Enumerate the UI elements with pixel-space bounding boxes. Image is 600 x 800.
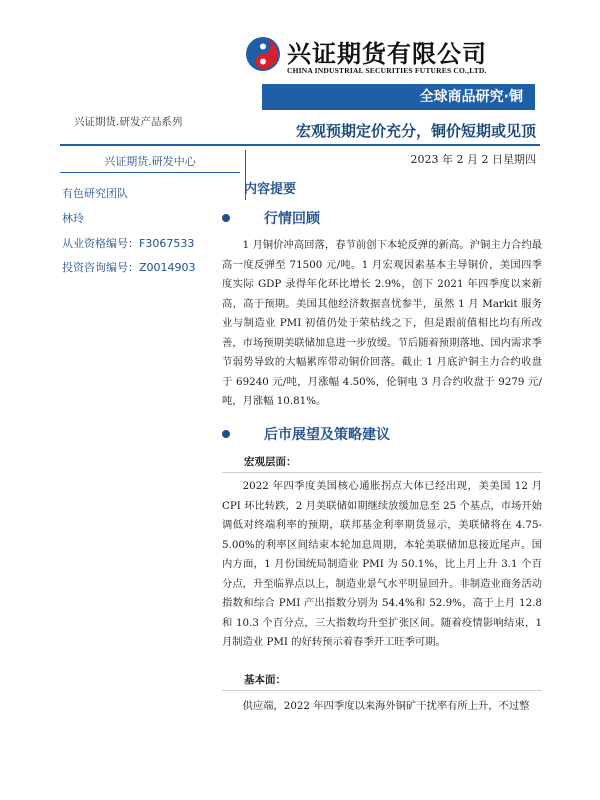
company-name-cn: 兴证期货有限公司 [287,40,487,68]
sidebar-consult: 投资咨询编号：Z0014903 [62,261,196,274]
bullet-icon [222,214,230,222]
sidebar-license: 从业资格编号：F3067533 [62,237,195,250]
category-banner: 全球商品研究·铜 [262,84,535,110]
sidebar-author: 林玲 [62,212,84,225]
summary-title: 内容提要 [244,182,297,197]
report-date: 2023 年 2 月 2 日星期四 [410,153,536,166]
macro-paragraph: 2022 年四季度美国核心通胀拐点大体已经出现，美美国 12 月 CPI 环比转跌，2 月美联储如期继续放缓加息至 25 个基点，市场开始调低对终端利率的预期，联邦基金利率期货显示，美联储将在 4.75-5.00%的利率区间结束本轮加息周期，本轮美联储加息接近尾声。国内方面，1 月份国统局制造业 PMI 为 50.1%，比上月上升 3.1 个百分点，升至临界点以上，制造业景气水平明显回升。非制造业商务活动指数和综合 PMI 产出指数分别为 54.4%和 52.9%，高于上月 12.8 和 10.3 个百分点，三大指数均升至扩张区间。随着疫情影响结束，1 月制造业 PMI 的好转预示着春季开工旺季可期。 [222,480,542,648]
fundamental-paragraph: 供应端，2022 年四季度以来海外铜矿干扰率有所上升，不过整 [242,700,530,712]
fundamental-divider [222,690,542,691]
company-name-en: CHINA INDUSTRIAL SECURITIES FUTURES CO.,LTD. [287,66,487,75]
product-series: 兴证期货.研发产品系列 [74,116,183,128]
company-logo [245,34,545,80]
section-heading-outlook: 后市展望及策略建议 [264,427,390,443]
sidebar-heading: 兴证期货.研发中心 [60,153,240,173]
report-title: 宏观预期定价充分，铜价短期或见顶 [295,122,536,140]
review-paragraph: 1 月铜价冲高回落，春节前创下本轮反弹的新高。沪铜主力合约最高一度反弹至 71500 元/吨。1 月宏观因素基本主导铜价，美国四季度实际 GDP 录得年化环比增长 2.9%，创下 2021 年四季度以来新高，高于预期。美国其他经济数据喜忧参半，虽然 1 月 Markit 服务业与制造业 PMI 初值仍处于荣枯线之下，但是跟前值相比均有所改善，市场预期美联储加息进一步放缓。节后随着预期落地、国内需求季节弱势导致的大幅累库带动铜价回落。截止 1 月底沪铜主力合约收盘于 69240 元/吨，月涨幅 4.50%，伦铜电 3 月合约收盘于 9279 元/吨，月涨幅 10.81%。 [222,239,542,407]
macro-label: 宏观层面： [244,456,297,468]
header-divider [60,144,540,146]
company-logo-icon [245,36,281,72]
fundamental-label: 基本面： [244,674,286,686]
section-heading-review: 行情回顾 [264,211,320,227]
sidebar-team: 有色研究团队 [62,187,128,200]
macro-divider [222,472,542,473]
bullet-icon [222,430,230,438]
